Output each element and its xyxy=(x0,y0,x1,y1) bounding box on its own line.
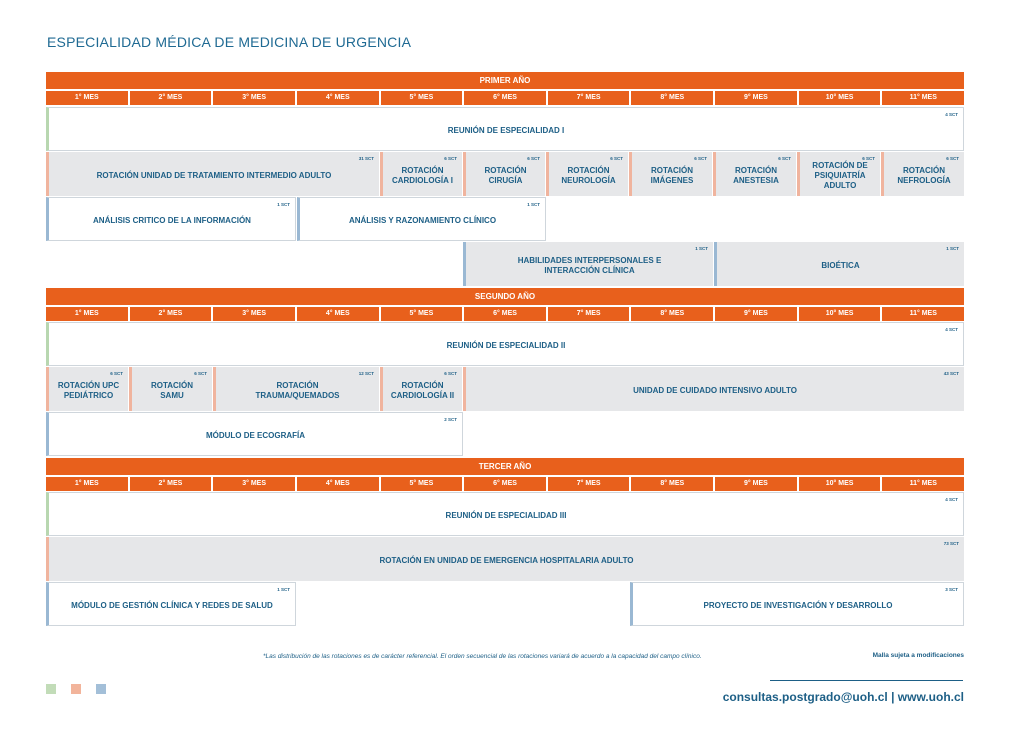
block-uci-adulto xyxy=(463,367,964,411)
block-label: ROTACIÓN NEFROLOGÍA xyxy=(897,166,951,185)
block-rotacion-nefrologia xyxy=(881,152,964,196)
sct-credits: 6 SCT xyxy=(946,156,959,161)
year-header-2: SEGUNDO AÑO xyxy=(46,288,964,305)
month-header: 10° MES xyxy=(799,91,881,105)
block-label: ROTACIÓN EN UNIDAD DE EMERGENCIA HOSPITALARIA ADULTO xyxy=(379,556,634,565)
block-label: ANÁLISIS Y RAZONAMIENTO CLÍNICO xyxy=(348,216,497,225)
month-header: 9° MES xyxy=(715,477,797,491)
block-rotacion-upc-pediatrico xyxy=(46,367,128,411)
block-label: ROTACIÓN UNIDAD DE TRATAMIENTO INTERMEDIO ADULTO xyxy=(96,171,332,180)
block-label: REUNIÓN DE ESPECIALIDAD II xyxy=(446,341,566,350)
block-habilidades-interpersonales xyxy=(463,242,713,286)
sct-credits: 4 SCT xyxy=(945,327,958,332)
block-label: ROTACIÓN DE PSIQUIATRÍA ADULTO xyxy=(812,161,868,190)
block-rotacion-psiquiatria-adulto xyxy=(797,152,880,196)
block-label: ROTACIÓN CIRUGÍA xyxy=(484,166,527,185)
sct-credits: 1 SCT xyxy=(946,246,959,251)
block-label: REUNIÓN DE ESPECIALIDAD I xyxy=(447,126,565,135)
block-rotacion-trauma-quemados xyxy=(213,367,379,411)
month-header: 2° MES xyxy=(130,307,212,321)
sct-credits: 31 SCT xyxy=(358,156,374,161)
sct-credits: 12 SCT xyxy=(358,371,374,376)
block-label: PROYECTO DE INVESTIGACIÓN Y DESARROLLO xyxy=(703,601,893,610)
year-header-3: TERCER AÑO xyxy=(46,458,964,475)
month-header: 4° MES xyxy=(297,91,379,105)
month-header: 7° MES xyxy=(548,91,630,105)
month-header: 8° MES xyxy=(631,307,713,321)
month-header: 9° MES xyxy=(715,307,797,321)
legend-blue-square xyxy=(96,684,106,694)
block-reunion-especialidad-i xyxy=(46,107,964,151)
block-label: MÓDULO DE GESTIÓN CLÍNICA Y REDES DE SALUD xyxy=(71,601,273,610)
block-rotacion-imagenes xyxy=(629,152,712,196)
month-header: 3° MES xyxy=(213,477,295,491)
sct-credits: 4 SCT xyxy=(945,112,958,117)
month-header: 5° MES xyxy=(381,477,463,491)
sct-credits: 3 SCT xyxy=(945,587,958,592)
month-header: 2° MES xyxy=(130,91,212,105)
block-analisis-critico xyxy=(46,197,296,241)
legend-orange-square xyxy=(71,684,81,694)
block-label: ROTACIÓN TRAUMA/QUEMADOS xyxy=(255,381,340,400)
block-label: UNIDAD DE CUIDADO INTENSIVO ADULTO xyxy=(633,386,797,395)
month-row-1 xyxy=(46,91,964,105)
sct-credits: 6 SCT xyxy=(194,371,207,376)
sct-credits: 73 SCT xyxy=(943,541,959,546)
block-rotacion-neurologia xyxy=(546,152,628,196)
page-title: ESPECIALIDAD MÉDICA DE MEDICINA DE URGENCIA xyxy=(47,34,412,50)
sct-credits: 43 SCT xyxy=(943,371,959,376)
month-header: 1° MES xyxy=(46,91,128,105)
block-label: ROTACIÓN SAMU xyxy=(150,381,194,400)
sct-credits: 1 SCT xyxy=(277,587,290,592)
month-header: 8° MES xyxy=(631,91,713,105)
month-header: 11° MES xyxy=(882,91,964,105)
month-row-2 xyxy=(46,307,964,321)
disclaimer: Malla sujeta a modificaciones xyxy=(872,652,964,659)
month-header: 6° MES xyxy=(464,91,546,105)
month-header: 11° MES xyxy=(882,477,964,491)
block-rotacion-cirugia xyxy=(463,152,545,196)
block-label: HABILIDADES INTERPERSONALES E INTERACCIÓN CLÍNICA xyxy=(517,256,662,275)
month-header: 4° MES xyxy=(297,477,379,491)
month-header: 11° MES xyxy=(882,307,964,321)
month-header: 10° MES xyxy=(799,477,881,491)
block-bioetica xyxy=(714,242,964,286)
sct-credits: 6 SCT xyxy=(110,371,123,376)
block-label: ROTACIÓN UPC PEDIÁTRICO xyxy=(57,381,120,400)
block-reunion-especialidad-ii xyxy=(46,322,964,366)
month-header: 5° MES xyxy=(381,307,463,321)
block-rotacion-emergencia-adulto xyxy=(46,537,964,581)
month-header: 2° MES xyxy=(130,477,212,491)
sct-credits: 6 SCT xyxy=(778,156,791,161)
sct-credits: 1 SCT xyxy=(695,246,708,251)
block-label: ROTACIÓN CARDIOLOGÍA II xyxy=(390,381,455,400)
block-label: ROTACIÓN NEUROLOGÍA xyxy=(561,166,616,185)
month-header: 7° MES xyxy=(548,307,630,321)
sct-credits: 1 SCT xyxy=(277,202,290,207)
sct-credits: 1 SCT xyxy=(527,202,540,207)
month-header: 6° MES xyxy=(464,307,546,321)
month-header: 3° MES xyxy=(213,91,295,105)
month-row-3 xyxy=(46,477,964,491)
block-rotacion-anestesia xyxy=(713,152,796,196)
sct-credits: 2 SCT xyxy=(444,417,457,422)
sct-credits: 4 SCT xyxy=(945,497,958,502)
sct-credits: 6 SCT xyxy=(694,156,707,161)
sct-credits: 6 SCT xyxy=(862,156,875,161)
month-header: 9° MES xyxy=(715,91,797,105)
block-reunion-especialidad-iii xyxy=(46,492,964,536)
legend-green-square xyxy=(46,684,56,694)
block-label: REUNIÓN DE ESPECIALIDAD III xyxy=(445,511,567,520)
month-header: 8° MES xyxy=(631,477,713,491)
block-analisis-razonamiento xyxy=(297,197,546,241)
block-label: ROTACIÓN IMÁGENES xyxy=(650,166,694,185)
block-rotacion-samu xyxy=(129,367,212,411)
block-rotacion-uti-adulto xyxy=(46,152,379,196)
month-header: 4° MES xyxy=(297,307,379,321)
contact-info[interactable]: consultas.postgrado@uoh.cl | www.uoh.cl xyxy=(722,690,964,704)
sct-credits: 6 SCT xyxy=(610,156,623,161)
block-rotacion-cardiologia-ii xyxy=(380,367,462,411)
footer-divider xyxy=(770,680,963,681)
block-proyecto-investigacion xyxy=(630,582,964,626)
year-header-1: PRIMER AÑO xyxy=(46,72,964,89)
block-rotacion-cardiologia-i xyxy=(380,152,462,196)
sct-credits: 6 SCT xyxy=(444,371,457,376)
block-gestion-clinica xyxy=(46,582,296,626)
month-header: 6° MES xyxy=(464,477,546,491)
month-header: 10° MES xyxy=(799,307,881,321)
block-label: ROTACIÓN ANESTESIA xyxy=(733,166,779,185)
block-label: ANÁLISIS CRITICO DE LA INFORMACIÓN xyxy=(93,216,251,225)
month-header: 1° MES xyxy=(46,477,128,491)
month-header: 7° MES xyxy=(548,477,630,491)
sct-credits: 6 SCT xyxy=(527,156,540,161)
block-label: ROTACIÓN CARDIOLOGÍA I xyxy=(391,166,454,185)
sct-credits: 6 SCT xyxy=(444,156,457,161)
block-modulo-ecografia xyxy=(46,412,463,456)
block-label: MÓDULO DE ECOGRAFÍA xyxy=(205,431,306,440)
block-label: BIOÉTICA xyxy=(821,261,860,270)
month-header: 1° MES xyxy=(46,307,128,321)
month-header: 3° MES xyxy=(213,307,295,321)
month-header: 5° MES xyxy=(381,91,463,105)
footnote: *Las distribución de las rotaciones es de carácter referencial. El orden secuencial de las rotaciones variará de acuerdo a la capacidad del campo clínico. xyxy=(263,653,702,660)
